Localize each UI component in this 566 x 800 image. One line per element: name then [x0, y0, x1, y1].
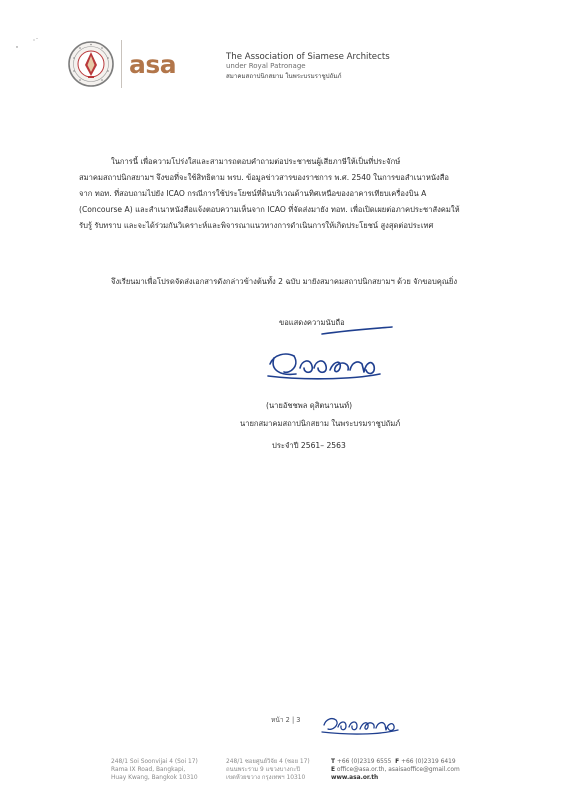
signer-term: ประจำปี 2561– 2563 [272, 441, 346, 450]
email-label: E [331, 767, 336, 773]
address-en-line2: Rama IX Road, Bangkapi, [111, 767, 186, 773]
paragraph1-line2: สมาคมสถาปนิกสยามฯ จึงขอที่จะใช้สิทธิตาม พรบ. ข้อมูลข่าวสารของราชการ พ.ศ. 2540 ในการขอสำเนาหนังสือ [79, 173, 449, 182]
contact-phone-fax [331, 758, 460, 766]
org-name-en: The Association of Siamese Architects [226, 52, 390, 62]
email-value[interactable]: office@asa.or.th, asaisaoffice@gmail.com [336, 767, 460, 773]
fax-value: +66 (0)2319 6419 [401, 759, 456, 765]
phone-value: +66 (0)2319 6555 [336, 759, 392, 765]
svg-text:asa: asa [129, 52, 177, 78]
contact-email [331, 766, 460, 774]
paragraph2: จึงเรียนมาเพื่อโปรดจัดส่งเอกสารดังกล่าวข้างต้นทั้ง 2 ฉบับ มายังสมาคมสถาปนิกสยามฯ ด้วย จักขอบคุณยิ่ง [111, 277, 458, 286]
contact-info [331, 758, 460, 782]
address-th-line3: เขตห้วยขวาง กรุงเทพฯ 10310 [226, 775, 306, 781]
paragraph1-line3: จาก ทอท. ที่สอบถามไปยัง ICAO กรณีการใช้ประโยชน์ที่ดินบริเวณด้านทิศเหนือของอาคารเทียบเครื่องบิน A [79, 189, 427, 198]
org-subtitle-en: under Royal Patronage [226, 62, 306, 70]
address-th [226, 758, 310, 782]
signer-name: (นายอัชชพล ดุสิตนานนท์) [266, 401, 353, 410]
address-th-line1: 248/1 ซอยศูนย์วิจัย 4 (ซอย 17) [226, 759, 310, 765]
paragraph1-line4: (Concourse A) และสำเนาหนังสือแจ้งตอบความเห็นจาก ICAO ที่จัดส่งมายัง ทอท. เพื่อเปิดเผยต่อภาคประชาสังคมให้ [79, 205, 460, 214]
closing-salutation: ขอแสดงความนับถือ [279, 318, 345, 327]
signer-title: นายกสมาคมสถาปนิกสยาม ในพระบรมราชูปถัมภ์ [240, 419, 401, 428]
org-name-th: สมาคมสถาปนิกสยาม ในพระบรมราชูปถัมภ์ [226, 73, 342, 80]
handwritten-signature [260, 324, 410, 384]
scan-marks [14, 36, 44, 50]
address-en-line1: 248/1 Soi Soonvijai 4 (Soi 17) [111, 759, 198, 765]
paragraph1-line5: รับรู้ รับทราบ และจะได้ร่วมกันวิเคราะห์และพิจารณาแนวทางการดำเนินการให้เกิดประโยชน์ สูงสุดต่อประเทศ [79, 221, 434, 230]
association-seal-logo [68, 38, 114, 90]
fax-label: F [395, 759, 400, 765]
website-link[interactable] [331, 774, 460, 782]
address-th-line2: ถนนพระราม 9 แขวงบางกะปิ [226, 767, 301, 773]
website-text[interactable]: www.asa.or.th [331, 775, 379, 781]
page-number: หน้า 2 | 3 [271, 716, 301, 724]
paragraph1-line1: ในการนี้ เพื่อความโปร่งใสและสามารถตอบคำถามต่อประชาชนผู้เสียภาษีให้เป็นที่ประจักษ์ [111, 157, 401, 166]
asa-logo [129, 52, 199, 78]
phone-label: T [331, 759, 336, 765]
address-en-line3: Huay Kwang, Bangkok 10310 [111, 775, 198, 781]
header-divider [121, 40, 122, 88]
address-en [111, 758, 198, 782]
initial-signature [318, 705, 404, 737]
